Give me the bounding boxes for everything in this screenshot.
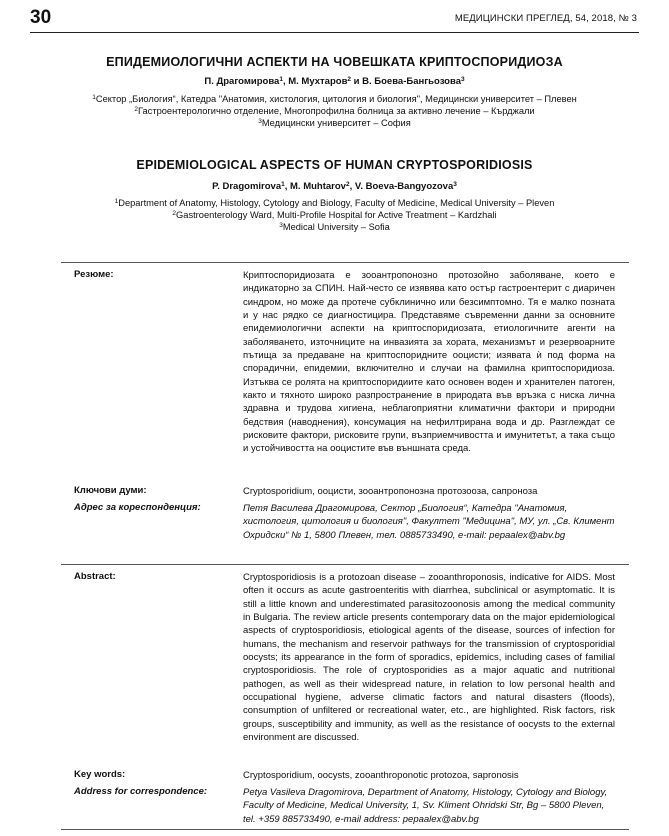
affil-sup: 1	[92, 94, 96, 101]
abstract-box-bg	[61, 262, 629, 563]
author-name: М. Мухтаров	[288, 76, 348, 87]
author-sup: 2	[347, 76, 352, 83]
affiliation	[0, 210, 669, 222]
keywords-label-en: Key words:	[74, 769, 126, 780]
affiliation	[0, 222, 669, 234]
author-sup: 2	[345, 181, 350, 188]
title-bg: ЕПИДЕМИОЛОГИЧНИ АСПЕКТИ НА ЧОВЕШКАТА КРИПТОСПОРИДИОЗА	[106, 55, 563, 69]
affil-sup: 1	[114, 198, 119, 205]
keywords-text-bg: Cryptosporidium, ооцисти, зооантропонозна протозооза, сапроноза	[243, 486, 538, 497]
affiliation	[0, 118, 669, 130]
affil-sup: 2	[172, 209, 177, 217]
box-bottom-rule	[61, 829, 629, 830]
summary-text: Криптоспоридиозата е зооантропонозно протозойно заболяване, което е индикаторно за СПИН. Най-често се изявява като остър гастроентерит с диаричен синдром, но може да протече субклинично или безсимптомно. Тя е малко позната и у нас рядко се диагностицира. Представяме съвременни данни за основните епидемиологични аспекти на криптоспоридиозата, етиологичните агенти на заболяването, източниците на инвазията за хората, механизмът и резервоарните пътища за предаване на криптоспоридните ооцисти; изявата ѝ под форма на спорадични, епидемии, включително и случаи на фамилна криптоспоридиоза. Изтъква се ролята на криптоспоридиите като основен воден и хранителен патоген, както и тяхното широко разпространение в природата във връзка с ниска лична здравна и трудова хигиена, неблагоприятни климатични фактори и природни бедствия (наводнения), консумация на нефилтрирана вода и др. Разглеждат се рисковите фактори, рисковите групи, възприемчивостта и имунитетът, а така също и устойчивостта на ооцистите във външната среда.	[243, 270, 615, 455]
address-label-bg: Адрес за кореспонденция:	[74, 502, 201, 513]
address-label-en: Address for correspondence:	[74, 786, 208, 797]
author-sup: 3	[460, 76, 465, 83]
address-text-bg: Петя Василева Драгомирова, Сектор „Биология“, Катедра "Анатомия, хистология, цитология и биология", Факултет "Медицина", МУ, ул. „Св. Климент Охридски“ № 1, 5800 Плевен, тел. 0885733490, e-mail: pepaalex@abv.bg	[243, 503, 615, 541]
author-sep: и	[351, 76, 363, 87]
author-sup: 1	[279, 76, 283, 83]
affil-text: Department of Anatomy, Histology, Cytology and Biology, Faculty of Medicine, Medical University – Pleven	[118, 198, 555, 208]
author-sup: 3	[453, 181, 457, 188]
journal-header: МЕДИЦИНСКИ ПРЕГЛЕД, 54, 2018, № 3	[454, 13, 637, 24]
author-name: В. Боева-Бангьозова	[362, 76, 461, 87]
affil-sup: 3	[258, 117, 262, 125]
author-name: П. Драгомирова	[204, 76, 280, 87]
author-name: V. Boeva-Bangyozova	[354, 181, 454, 192]
affil-text: Гастроентерологично отделение, Многопрофилна болница за активно лечение – Кърджали	[138, 105, 535, 116]
affiliation	[0, 106, 669, 118]
affil-sup: 2	[134, 105, 138, 113]
abstract-label: Abstract:	[74, 571, 116, 582]
authors-en	[0, 181, 669, 192]
author-sep: ,	[349, 181, 355, 192]
affiliation	[0, 94, 669, 106]
affiliations-en	[0, 198, 669, 233]
author-name: P. Dragomirova	[212, 181, 282, 192]
author-name: M. Muhtarov	[290, 181, 346, 192]
authors-bg	[0, 76, 669, 87]
affil-text: Medical University – Sofia	[282, 221, 390, 232]
author-sup: 1	[281, 181, 285, 188]
keywords-text-en: Cryptosporidium, oocysts, zooanthroponotic protozoa, sapronosis	[243, 770, 519, 781]
affil-text: Сектор „Биология“, Катедра "Анатомия, хистология, цитология и биология", Медицински университет – Плевен	[95, 94, 577, 104]
keywords-label-bg: Ключови думи:	[74, 485, 147, 496]
address-text-en: Petya Vasileva Dragomirova, Department of Anatomy, Histology, Cytology and Biology, Faculty of Medicine, Medical University, 1, Sv. Kliment Ohridski Str, Bg – 5800 Pleven, tel. +359 885733490, e-mail address: pepaalex@abv.bg	[243, 787, 608, 825]
affil-sup: 3	[279, 221, 283, 229]
author-sep: ,	[282, 76, 289, 87]
affiliations-bg	[0, 94, 669, 129]
summary-label: Резюме:	[74, 269, 114, 280]
page-number: 30	[30, 7, 52, 28]
affil-text: Gastroenterology Ward, Multi-Profile Hospital for Active Treatment – Kardzhali	[176, 209, 497, 220]
abstract-text: Cryptosporidiosis is a protozoan disease – zooanthroponosis, indicative for AIDS. Most often it occurs as acute gastroenteritis with diarrhea, subclinical or asymptomatic. It is still a little known and underestimated parasitozoonosis among the medical community in Bulgaria. The review article presents contemporary data on the major epidemiological aspects of cryptosporidiosis, etiological agents of the disease, sources of infection for humans, the mechanism and reservoir pathways for the transmission of cryptosporidial oocysts; its appearance in the form of sporadics, epidemics, including cases of familial cryptosporidiosis. The role of cryptosporidies as a major aquatic and nutritional pathogen, as well as their widespread nature, in relation to low personal health and occupational hygiene, adverse climatic factors and natural disasters (floods), consumption of unfiltered or recreational water, etc., are highlighted. Risk factors, risk groups, susceptibility and immunity, as well as the resistance of oocysts to the external environment are discussed.	[243, 572, 615, 744]
affil-text: Медицински университет – София	[261, 117, 411, 128]
header-rule	[30, 32, 639, 33]
affiliation	[0, 198, 669, 210]
author-sep: ,	[284, 181, 291, 192]
abstract-box-en	[61, 564, 629, 829]
title-en: EPIDEMIOLOGICAL ASPECTS OF HUMAN CRYPTOSPORIDIOSIS	[136, 158, 533, 172]
